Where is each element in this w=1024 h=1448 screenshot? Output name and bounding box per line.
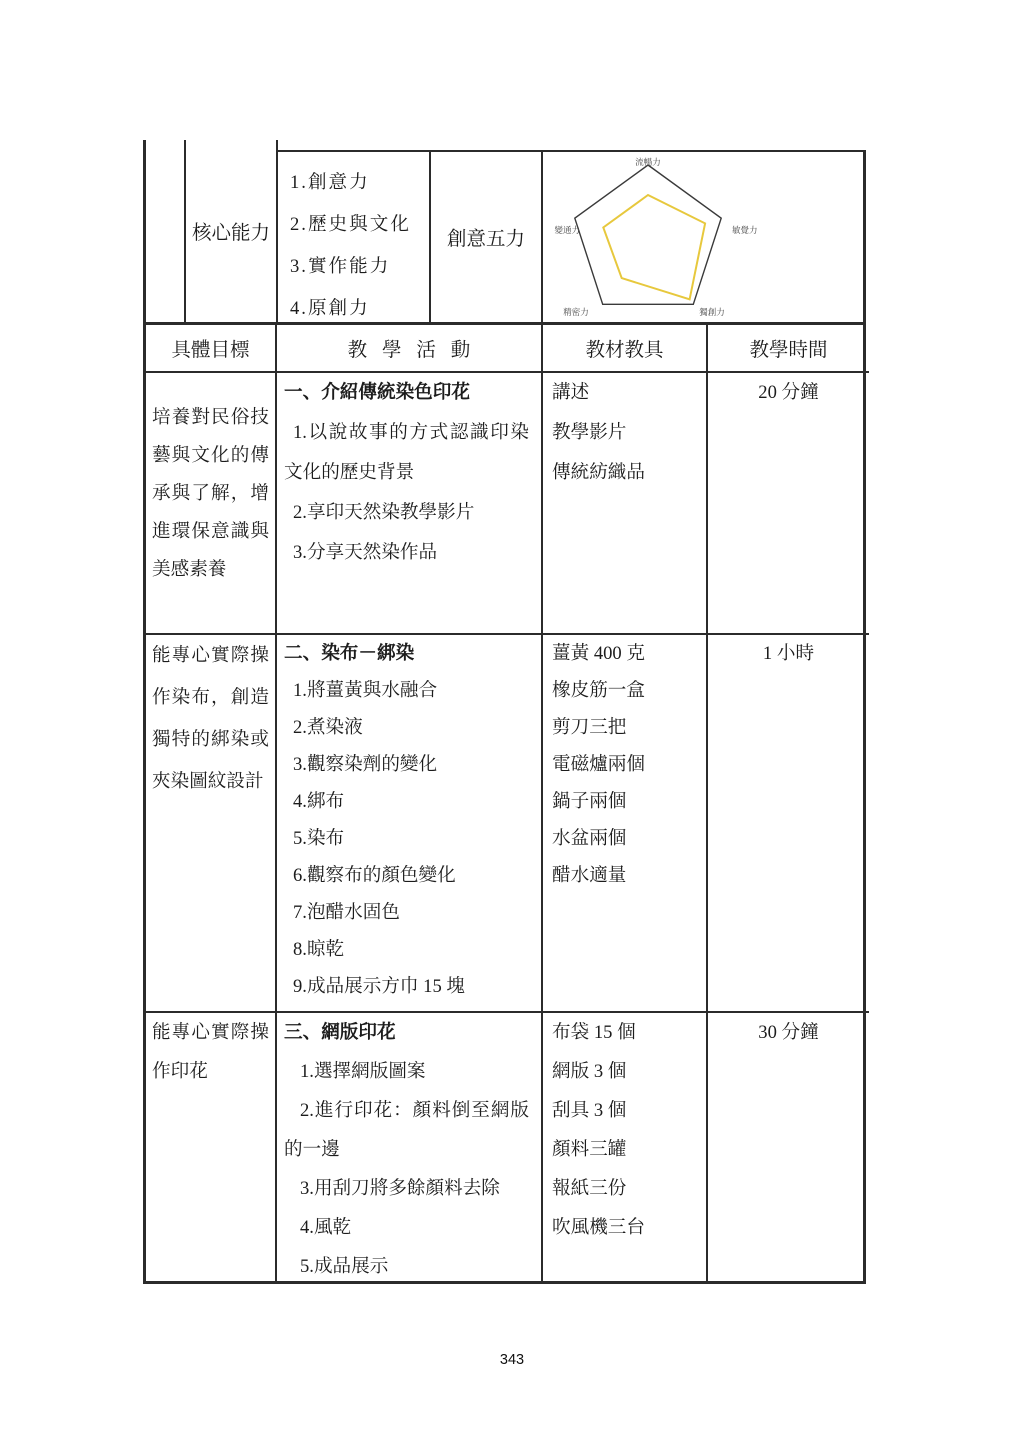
- activity-step: 6.觀察布的顏色變化: [293, 865, 456, 886]
- radar-chart: [543, 152, 863, 322]
- core-ability-content: [278, 150, 866, 322]
- activity-heading: 二、染布－綁染: [284, 643, 415, 664]
- time-cell: 30 分鐘: [758, 1022, 819, 1043]
- material-item: 報紙三份: [552, 1178, 627, 1199]
- core-ability-section: [143, 140, 866, 322]
- material-item: 醋水適量: [552, 865, 627, 886]
- radar-axis-label: 精密力: [563, 307, 589, 317]
- material-item: 鍋子兩個: [552, 791, 627, 812]
- lesson-plan-sheet: [143, 140, 866, 1284]
- core-ability-item: 1.創意力: [290, 172, 370, 193]
- activity-step: 5.成品展示: [300, 1256, 389, 1277]
- material-item: 吹風機三台: [552, 1217, 645, 1238]
- column-header-objective: 具體目標: [146, 325, 277, 373]
- core-ability-item: 2.歷史與文化: [290, 214, 411, 235]
- core-ability-item: 3.實作能力: [290, 256, 391, 277]
- radar-axis-label: 獨創力: [699, 307, 725, 317]
- activity-step: 7.泡醋水固色: [293, 902, 400, 923]
- activity-step: 1.以說故事的方式認識印染文化的歷史背景: [284, 422, 529, 483]
- column-header-time: 教學時間: [708, 325, 869, 373]
- page-number: 343: [499, 1352, 525, 1368]
- core-ability-list: [278, 152, 431, 322]
- material-item: 薑黃 400 克: [552, 643, 645, 664]
- activity-step: 1.將薑黃與水融合: [293, 680, 438, 701]
- material-item: 刮具 3 個: [552, 1100, 627, 1121]
- materials-cell: [543, 1013, 708, 1281]
- radar-chart-title: 創意五力: [431, 152, 543, 322]
- lesson-plan-table: [143, 322, 866, 1284]
- activities-cell: [277, 635, 543, 1013]
- core-ability-label: 核心能力: [186, 140, 278, 322]
- time-cell: 1 小時: [708, 635, 869, 1013]
- activity-step: 8.晾乾: [293, 939, 345, 960]
- material-item: 傳統紡織品: [552, 462, 645, 483]
- empty-margin-cell: [143, 140, 186, 322]
- activity-step: 3.用刮刀將多餘顏料去除: [300, 1178, 500, 1199]
- activity-step: 5.染布: [293, 828, 345, 849]
- activities-cell: [277, 373, 543, 635]
- material-item: 電磁爐兩個: [552, 754, 645, 775]
- activity-heading: 一、介紹傳統染色印花: [284, 382, 470, 403]
- objective-cell: 能專心實際操作印花: [146, 1013, 277, 1281]
- activity-step: 4.綁布: [293, 791, 345, 812]
- radar-chart-cell: [543, 152, 863, 322]
- core-ability-item: 4.原創力: [290, 298, 370, 319]
- column-header-activities: 教 學 活 動: [277, 325, 543, 373]
- materials-cell: [543, 373, 708, 635]
- material-item: 布袋 15 個: [552, 1022, 636, 1043]
- materials-cell: [543, 635, 708, 1013]
- objective-cell: 能專心實際操作染布，創造獨特的綁染或夾染圖紋設計: [146, 635, 277, 1013]
- activity-step: 1.選擇網版圖案: [300, 1061, 426, 1082]
- activity-step: 3.觀察染劑的變化: [293, 754, 438, 775]
- activity-step: 9.成品展示方巾 15 塊: [293, 976, 465, 997]
- activity-heading: 三、網版印花: [284, 1022, 396, 1043]
- activity-step: 4.風乾: [300, 1217, 352, 1238]
- radar-axis-label: 變通力: [554, 225, 580, 235]
- material-item: 講述: [552, 382, 590, 403]
- material-item: 橡皮筋一盒: [552, 680, 645, 701]
- activity-step: 2.煮染液: [293, 717, 363, 738]
- material-item: 顏料三罐: [552, 1139, 627, 1160]
- material-item: 網版 3 個: [552, 1061, 627, 1082]
- activity-step: 2.進行印花：顏料倒至網版的一邊: [284, 1100, 529, 1160]
- time-cell: 20 分鐘: [708, 373, 869, 635]
- material-item: 水盆兩個: [552, 828, 627, 849]
- radar-axis-label: 流暢力: [635, 157, 661, 167]
- activity-step: 2.享印天然染教學影片: [293, 502, 475, 523]
- column-header-materials: 教材教具: [543, 325, 708, 373]
- radar-axis-label: 敏覺力: [732, 225, 758, 235]
- activities-cell: [277, 1013, 543, 1281]
- material-item: 剪刀三把: [552, 717, 627, 738]
- material-item: 教學影片: [552, 422, 627, 443]
- objective-cell: 培養對民俗技藝與文化的傳承與了解，增進環保意識與美感素養: [146, 373, 277, 635]
- activity-step: 3.分享天然染作品: [293, 542, 438, 563]
